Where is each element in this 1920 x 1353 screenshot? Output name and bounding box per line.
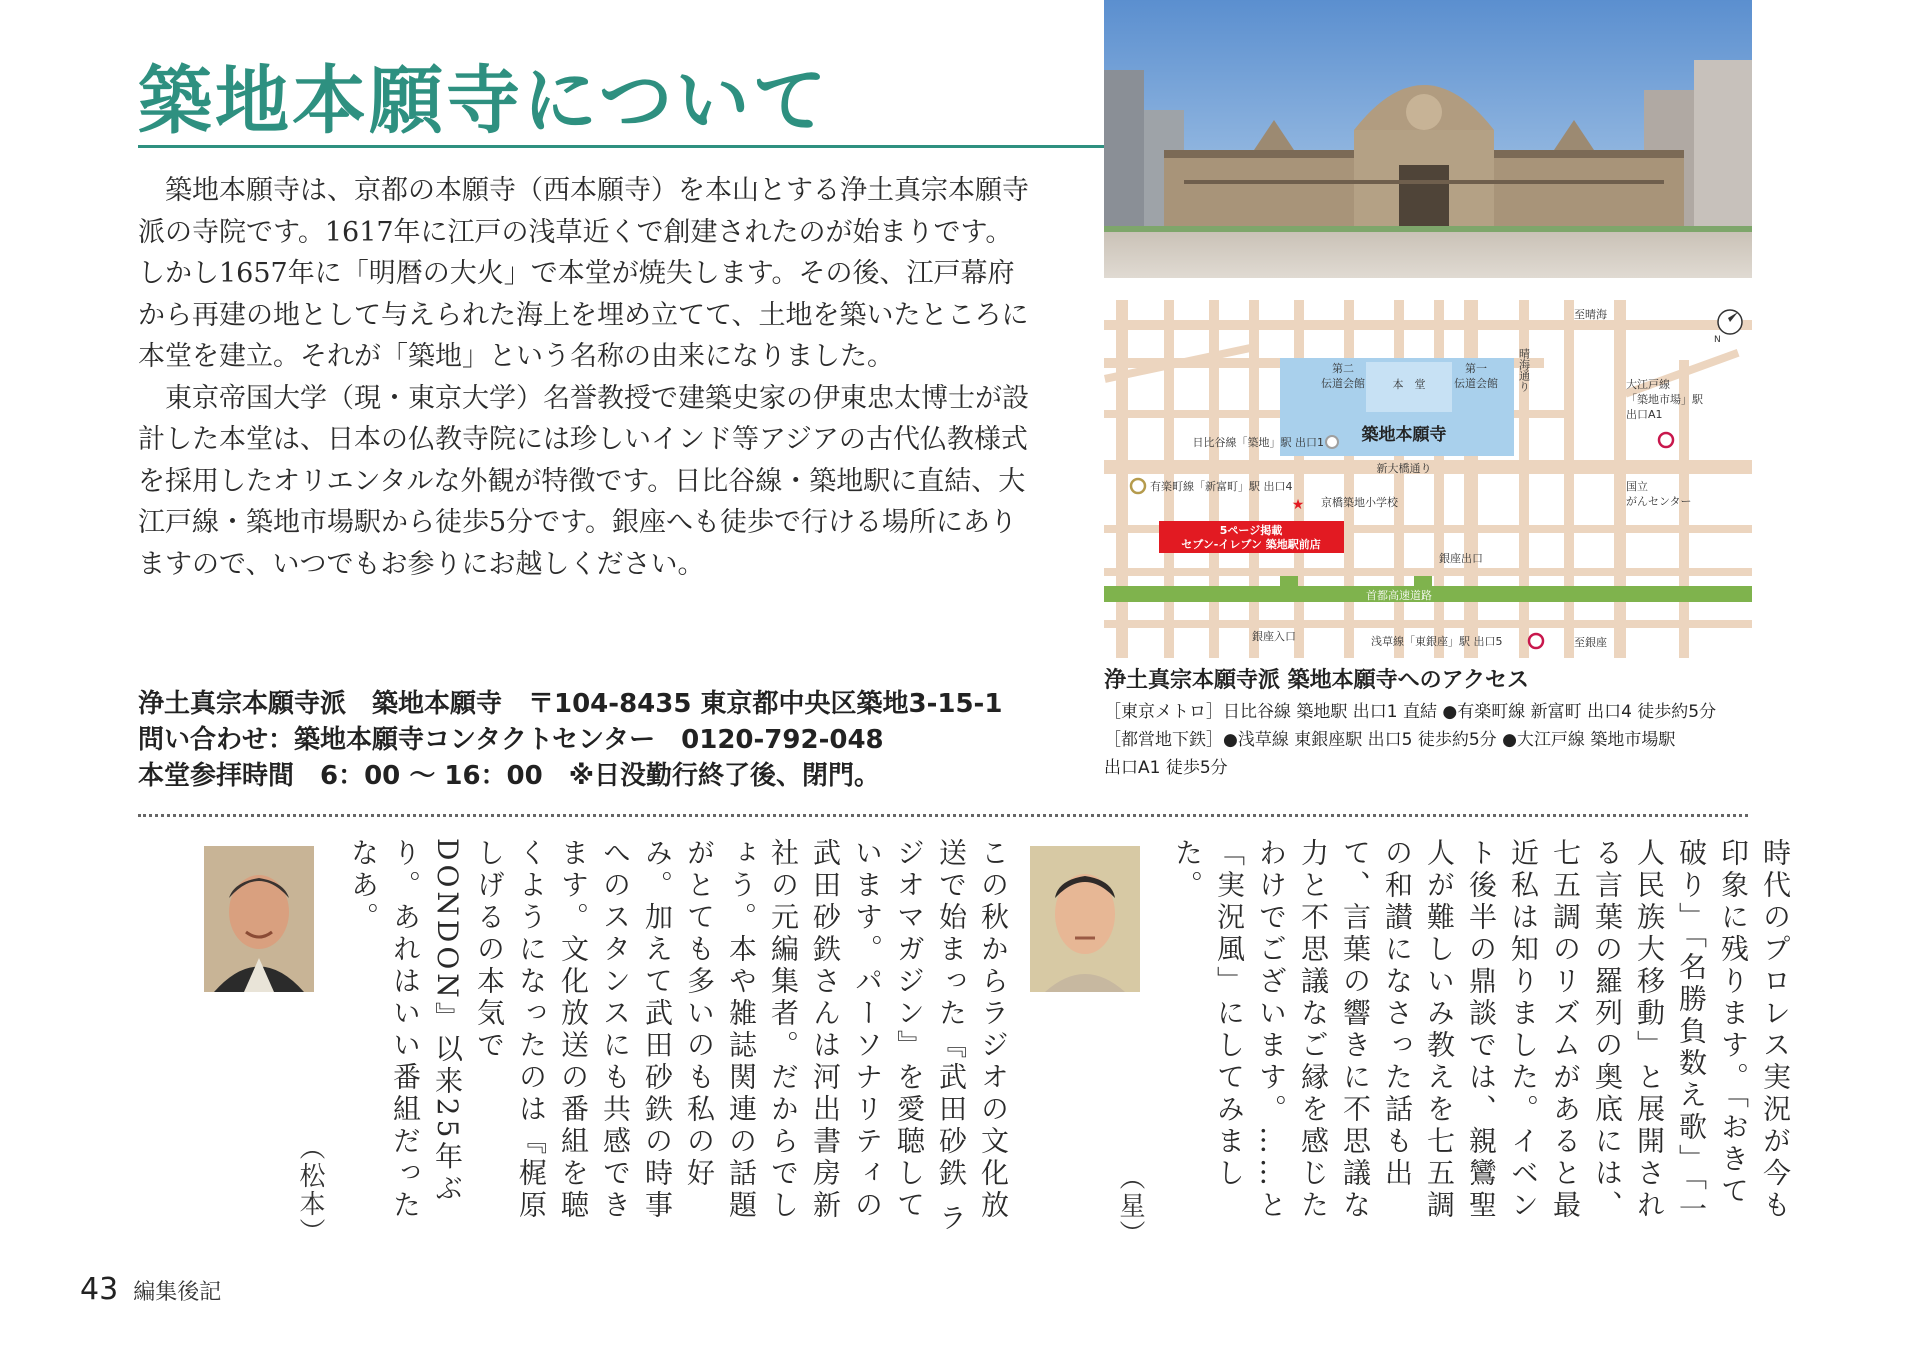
- map-label-oedo-3: 出口A1: [1626, 408, 1663, 421]
- map-label-expressway: 首都高速道路: [1366, 589, 1432, 602]
- map-label-yurakucho-exit: 有楽町線「新富町」駅 出口4: [1150, 480, 1293, 493]
- map-label-hondo: 本 堂: [1392, 378, 1426, 391]
- column-left-text: この秋からラジオの文化放送で始まった『武田砂鉄 ラジオマガジン』を愛聴しています。パーソナリティの武田砂鉄さんは河出書房新社の元編集者。だからでしょう。本や雑誌関連の話題がとても多いのも私の好み。加えて武田砂鉄の時事へのスタンスにも共感できます。文化放送の番組を聴くようになったのは『梶原しげるの本気でDONDON』以来25年ぶり。あれはいい番組だったなあ。: [347, 838, 1010, 1235]
- map-label-asakusa-exit: 浅草線「東銀座」駅 出口5: [1371, 635, 1503, 648]
- map-label-school: 京橋築地小学校: [1321, 496, 1398, 509]
- hours-line: 本堂参拝時間 6：00 ～ 16：00 ※日没勤行終了後、閉門。: [138, 761, 881, 791]
- map-label-cancer-1: 国立: [1626, 480, 1648, 493]
- map-label-store-1: 5ページ掲載: [1219, 524, 1283, 537]
- section-label: 編集後記: [133, 1280, 222, 1305]
- column-right: [1166, 838, 1796, 1238]
- map-label-harumi-dori: 晴海通り: [1517, 348, 1531, 392]
- access-line: ［東京メトロ］日比谷線 築地駅 出口1 直結 ●有楽町線 新富町 出口4 徒歩約5分: [1104, 702, 1717, 722]
- temple-photo: [1104, 0, 1752, 278]
- access-line: 出口A1 徒歩5分: [1104, 758, 1228, 778]
- signature-left: （松本）: [295, 1134, 325, 1246]
- page-number: 43: [80, 1272, 119, 1307]
- map-north-label: N: [1714, 335, 1721, 345]
- map-label-oedo-1: 大江戸線: [1626, 378, 1670, 391]
- intro-paragraph-1: 築地本願寺は、京都の本願寺（西本願寺）を本山とする浄土真宗本願寺派の寺院です。1617年に江戸の浅草近くで創建されたのが始まりです。しかし1657年に「明暦の大火」で本堂が焼失します。その後、江戸幕府から再建の地として与えられた海上を埋め立てて、土地を築いたところに本堂を建立。それが「築地」という名称の由来になりました。: [138, 175, 1029, 372]
- access-title: 浄土真宗本願寺派 築地本願寺へのアクセス: [1104, 668, 1530, 693]
- intro-text: [138, 170, 1038, 585]
- dotted-divider: [138, 814, 1748, 817]
- page-title: 築地本願寺について: [138, 58, 830, 144]
- map-label-to-harumi: 至晴海: [1574, 308, 1607, 321]
- map-label-hall2-2: 伝道会館: [1321, 377, 1365, 390]
- column-right-text: 時代のプロレス実況が今も印象に残ります。「おきて破り」「名勝負数え歌」「一人民族大移動」と展開される言葉の羅列の奥底には、七五調のリズムがあると最近私は知りました。イベント後半の鼎談では、親鸞聖人が難しいみ教えを七五調の和讃になさった話も出て、言葉の響きに不思議な力と不思議なご縁を感じたわけでございます。……と「実況風」にしてみました。: [1171, 838, 1792, 1226]
- author-portrait-1: [204, 846, 314, 992]
- access-info: [1104, 664, 1804, 782]
- map-label-store-2: セブン-イレブン 築地駅前店: [1181, 538, 1321, 551]
- title-underline: [138, 145, 1108, 148]
- author-portrait-2: [1030, 846, 1140, 992]
- signature-right: （星）: [1115, 1164, 1145, 1248]
- map-label-hall2-1: 第二: [1332, 362, 1354, 375]
- intro-paragraph-2: 東京帝国大学（現・東京大学）名誉教授で建築史家の伊東忠太博士が設計した本堂は、日本の仏教寺院には珍しいインド等アジアの古代仏教様式を採用したオリエンタルな外観が特徴です。日比谷線・築地駅に直結、大江戸線・築地市場駅から徒歩5分です。銀座へも徒歩で行ける場所にありますので、いつでもお参りにお越しください。: [138, 382, 1029, 580]
- map-label-temple: 築地本願寺: [1361, 425, 1447, 445]
- map-label-cancer-2: がんセンター: [1626, 495, 1692, 508]
- access-line: ［都営地下鉄］●浅草線 東銀座駅 出口5 徒歩約5分 ●大江戸線 築地市場駅: [1104, 730, 1676, 750]
- access-map: [1104, 300, 1752, 658]
- address-line: 浄土真宗本願寺派 築地本願寺 〒104-8435 東京都中央区築地3-15-1: [138, 689, 1003, 719]
- contact-line: 問い合わせ：築地本願寺コンタクトセンター 0120-792-048: [138, 725, 884, 755]
- map-label-hall1-1: 第一: [1465, 362, 1487, 375]
- svg-text:★: ★: [1291, 497, 1305, 513]
- map-label-hall1-2: 伝道会館: [1454, 377, 1498, 390]
- address-block: [138, 686, 1038, 794]
- map-label-to-ginza: 至銀座: [1574, 636, 1607, 649]
- column-left: [342, 838, 1014, 1238]
- map-label-oedo-2: 「築地市場」駅: [1626, 393, 1703, 406]
- map-label-ginza-entrance: 銀座入口: [1252, 630, 1296, 643]
- map-label-hibiya-exit: 日比谷線「築地」駅 出口1: [1192, 436, 1324, 449]
- map-label-ginza-exit: 銀座出口: [1439, 552, 1483, 565]
- page-footer: [80, 1272, 221, 1307]
- map-label-shin-ohashi: 新大橋通り: [1376, 462, 1432, 475]
